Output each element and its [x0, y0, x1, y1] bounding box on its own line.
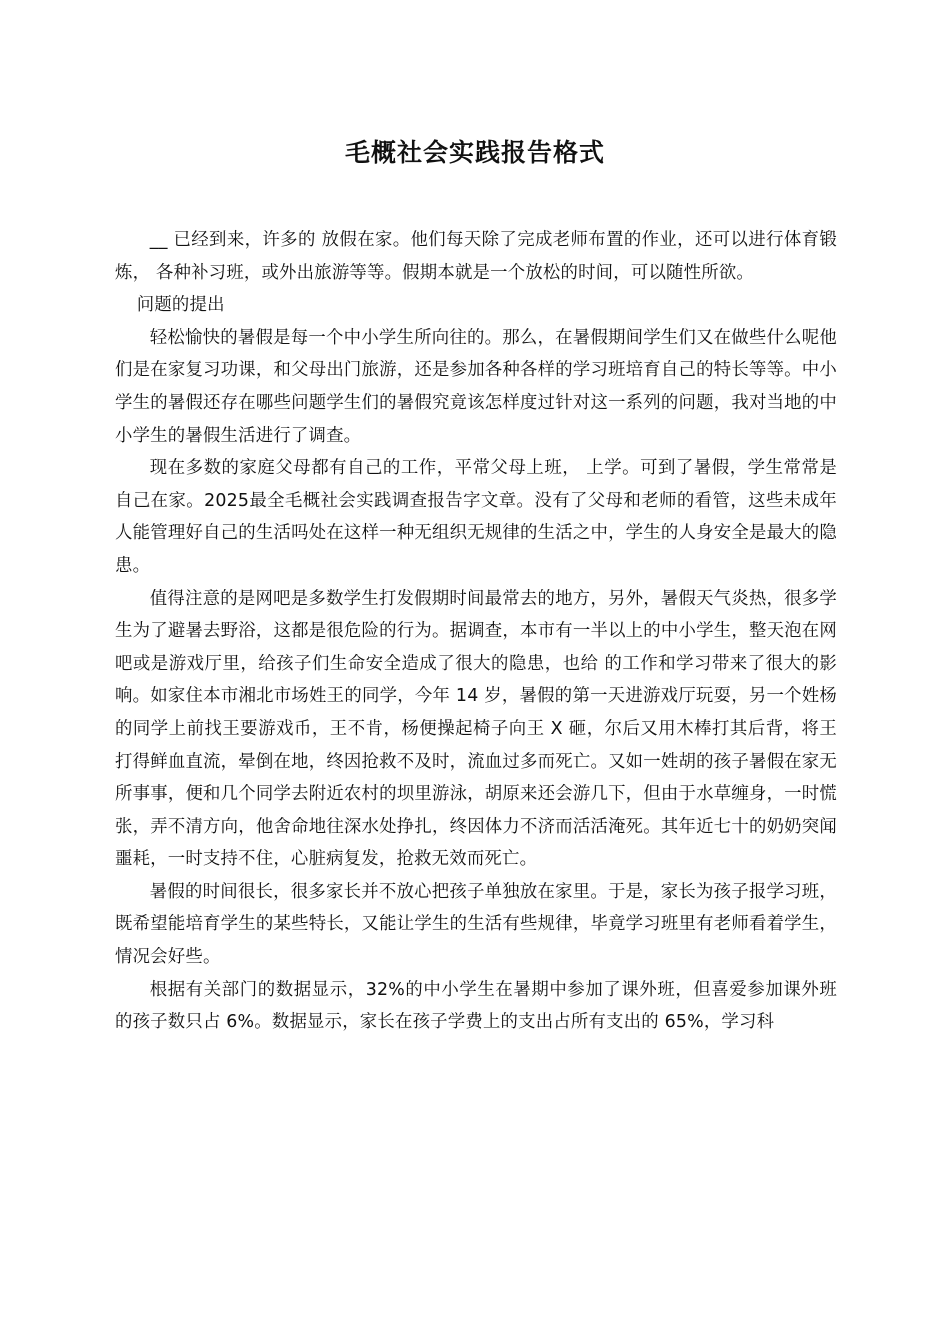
section-heading: 问题的提出 [136, 295, 225, 316]
body-paragraph: 轻松愉快的暑假是每一个中小学生所向往的。那么，在暑假期间学生们又在做些什么呢他们是在家复习功课，和父母出门旅游，还是参加各种各样的学习班培育自己的特长等等。中小学生的暑假还存在哪些问题学生们的暑假究竟该怎样度过针对这一系列的问题，我对当地的中小学生的暑假生活进行了调查。 [115, 327, 837, 446]
body-paragraph: 值得注意的是网吧是多数学生打发假期时间最常去的地方，另外，暑假天气炎热，很多学生为了避暑去野浴，这都是很危险的行为。据调查，本市有一半以上的中小学生，整天泡在网吧或是游戏厅里，给孩子们生命安全造成了很大的隐患，也给 的工作和学习带来了很大的影响。如家住本市湘北市场姓王的同学，今年 14 岁，暑假的第一天进游戏厅玩耍，另一个姓杨的同学上前找王要游戏币，王不肯，杨便操起椅子向王 X 砸，尔后又用木棒打其后背，将王打得鲜血直流，晕倒在地，终因抢救不及时，流血过多而死亡。又如一姓胡的孩子暑假在家无所事事，便和几个同学去附近农村的坝里游泳，胡原来还会游几下，但由于水草缠身，一时慌张，弄不清方向，他舍命地往深水处挣扎，终因体力不济而活活淹死。其年近七十的奶奶突闻噩耗，一时支持不住，心脏病复发，抢救无效而死亡。 [115, 588, 837, 870]
document-body [115, 224, 837, 1039]
intro-paragraph: __ 已经到来，许多的 放假在家。他们每天除了完成老师布置的作业，还可以进行体育锻炼， 各种补习班，或外出旅游等等。假期本就是一个放松的时间，可以随性所欲。 [115, 230, 837, 283]
body-paragraph: 现在多数的家庭父母都有自己的工作，平常父母上班， 上学。可到了暑假，学生常常是自己在家。2025最全毛概社会实践调查报告字文章。没有了父母和老师的看管，这些未成年人能管理好自己的生活吗处在这样一种无组织无规律的生活之中，学生的人身安全是最大的隐患。 [115, 458, 837, 576]
body-paragraph: 暑假的时间很长，很多家长并不放心把孩子单独放在家里。于是，家长为孩子报学习班，既希望能培育学生的某些特长，又能让学生的生活有些规律，毕竟学习班里有老师看着学生，情况会好些。 [115, 881, 837, 968]
document-title: 毛概社会实践报告格式 [344, 138, 605, 167]
body-paragraph: 根据有关部门的数据显示，32%的中小学生在暑期中参加了课外班，但喜爱参加课外班的孩子数只占 6%。数据显示，家长在孩子学费上的支出占所有支出的 65%，学习科 [115, 979, 837, 1033]
